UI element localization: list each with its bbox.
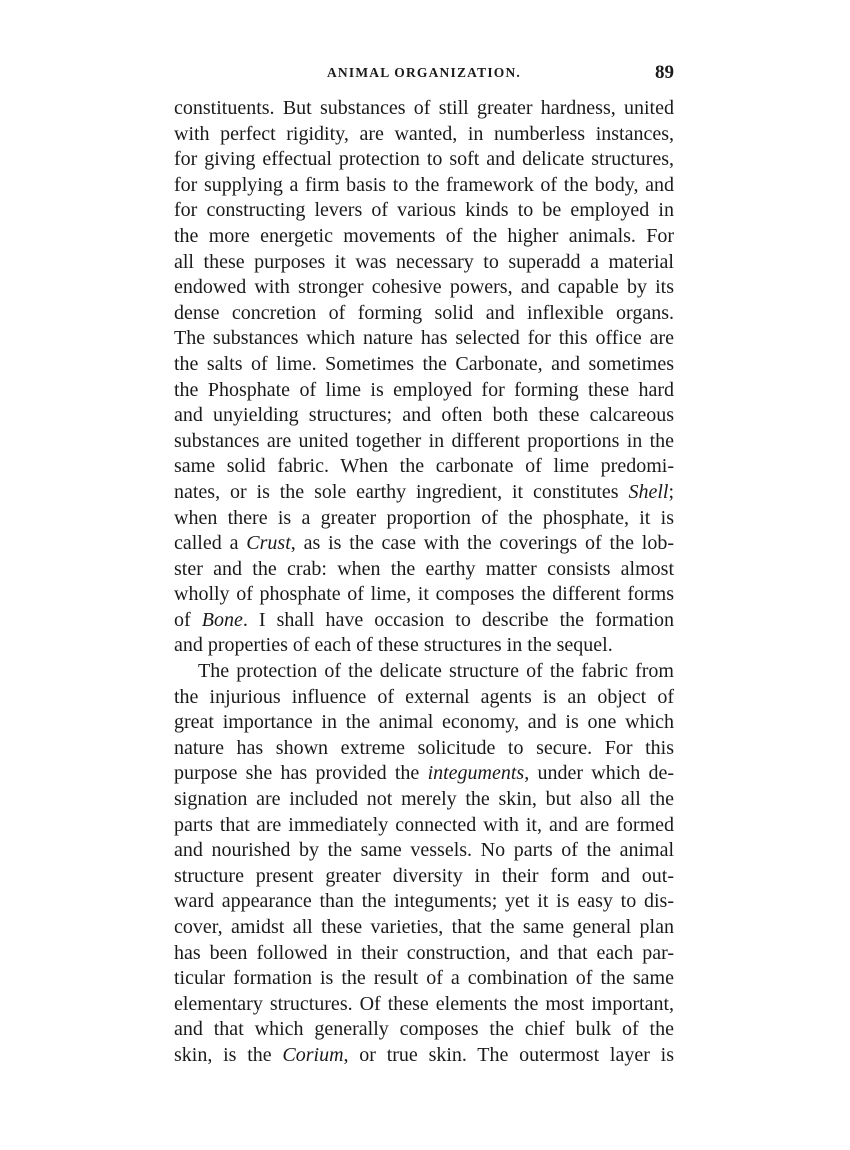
emphasized-term: Corium xyxy=(282,1043,344,1066)
text-line: ster and the crab: when the earthy matter consists almost xyxy=(174,557,674,580)
text-line: same solid fabric. When the carbonate of lime predomi- xyxy=(174,455,674,478)
emphasized-term: integuments xyxy=(427,762,525,785)
text-line: nates, or is the sole earthy ingredient, it constitutes Shell; xyxy=(174,480,674,503)
running-header xyxy=(174,62,674,86)
text-line: The substances which nature has selected for this office are xyxy=(174,327,674,350)
text-line: purpose she has provided the integuments, under which de- xyxy=(174,762,675,785)
text-line: the salts of lime. Sometimes the Carbonate, and sometimes xyxy=(174,352,674,375)
text-line: and nourished by the same vessels. No parts of the animal xyxy=(174,839,674,862)
text-line: and that which generally composes the chief bulk of the xyxy=(174,1018,674,1041)
text-line: constituents. But substances of still greater hardness, united xyxy=(174,97,674,119)
text-line: cover, amidst all these varieties, that the same general plan xyxy=(174,916,674,938)
emphasized-term: Bone xyxy=(201,608,243,631)
text-line: parts that are immediately connected with it, and are formed xyxy=(174,813,674,836)
text-line: skin, is the Corium, or true skin. The outermost layer is xyxy=(174,1043,674,1066)
text-line: endowed with stronger cohesive powers, and capable by its xyxy=(174,276,674,299)
text-line: elementary structures. Of these elements the most important, xyxy=(174,992,674,1015)
text-line: for supplying a firm basis to the framework of the body, and xyxy=(174,173,674,196)
emphasized-term: Crust xyxy=(246,532,291,555)
text-line: when there is a greater proportion of the phosphate, it is xyxy=(174,506,674,529)
text-line: great importance in the animal economy, and is one which xyxy=(174,711,674,734)
page-number: 89 xyxy=(655,62,674,83)
text-line: the more energetic movements of the higher animals. For xyxy=(174,224,674,247)
text-line: dense concretion of forming solid and inflexible organs. xyxy=(174,301,674,324)
text-line: all these purposes it was necessary to superadd a material xyxy=(174,250,674,273)
text-line: and unyielding structures; and often both these calcareous xyxy=(174,404,674,427)
text-line: called a Crust, as is the case with the coverings of the lob- xyxy=(174,532,675,555)
running-title: ANIMAL ORGANIZATION. xyxy=(326,65,521,80)
text-line: signation are included not merely the skin, but also all the xyxy=(174,788,674,811)
paragraph xyxy=(174,96,674,659)
text-line: for constructing levers of various kinds to be employed in xyxy=(174,199,674,222)
text-line: substances are united together in different proportions in the xyxy=(174,429,674,452)
paragraph xyxy=(174,659,674,1069)
text-line: The protection of the delicate structure of the fabric from xyxy=(198,660,674,683)
text-line: for giving effectual protection to soft and delicate structures, xyxy=(174,148,674,171)
text-line: has been followed in their construction, and that each par- xyxy=(174,941,674,964)
text-line: wholly of phosphate of lime, it composes the different forms xyxy=(174,583,674,606)
text-line: ward appearance than the integuments; yet it is easy to dis- xyxy=(174,890,674,913)
text-line: ticular formation is the result of a combination of the same xyxy=(174,967,674,990)
text-line: structure present greater diversity in their form and out- xyxy=(174,864,674,887)
text-line: with perfect rigidity, are wanted, in numberless instances, xyxy=(174,122,674,145)
text-line: the Phosphate of lime is employed for forming these hard xyxy=(174,378,674,401)
text-line: the injurious influence of external agents is an object of xyxy=(174,685,674,708)
emphasized-term: Shell xyxy=(628,480,669,503)
text-line: and properties of each of these structures in the sequel. xyxy=(174,634,613,657)
text-line: nature has shown extreme solicitude to secure. For this xyxy=(174,736,674,759)
body-text xyxy=(174,96,674,1069)
text-line: of Bone. I shall have occasion to describe the formation xyxy=(174,608,674,631)
